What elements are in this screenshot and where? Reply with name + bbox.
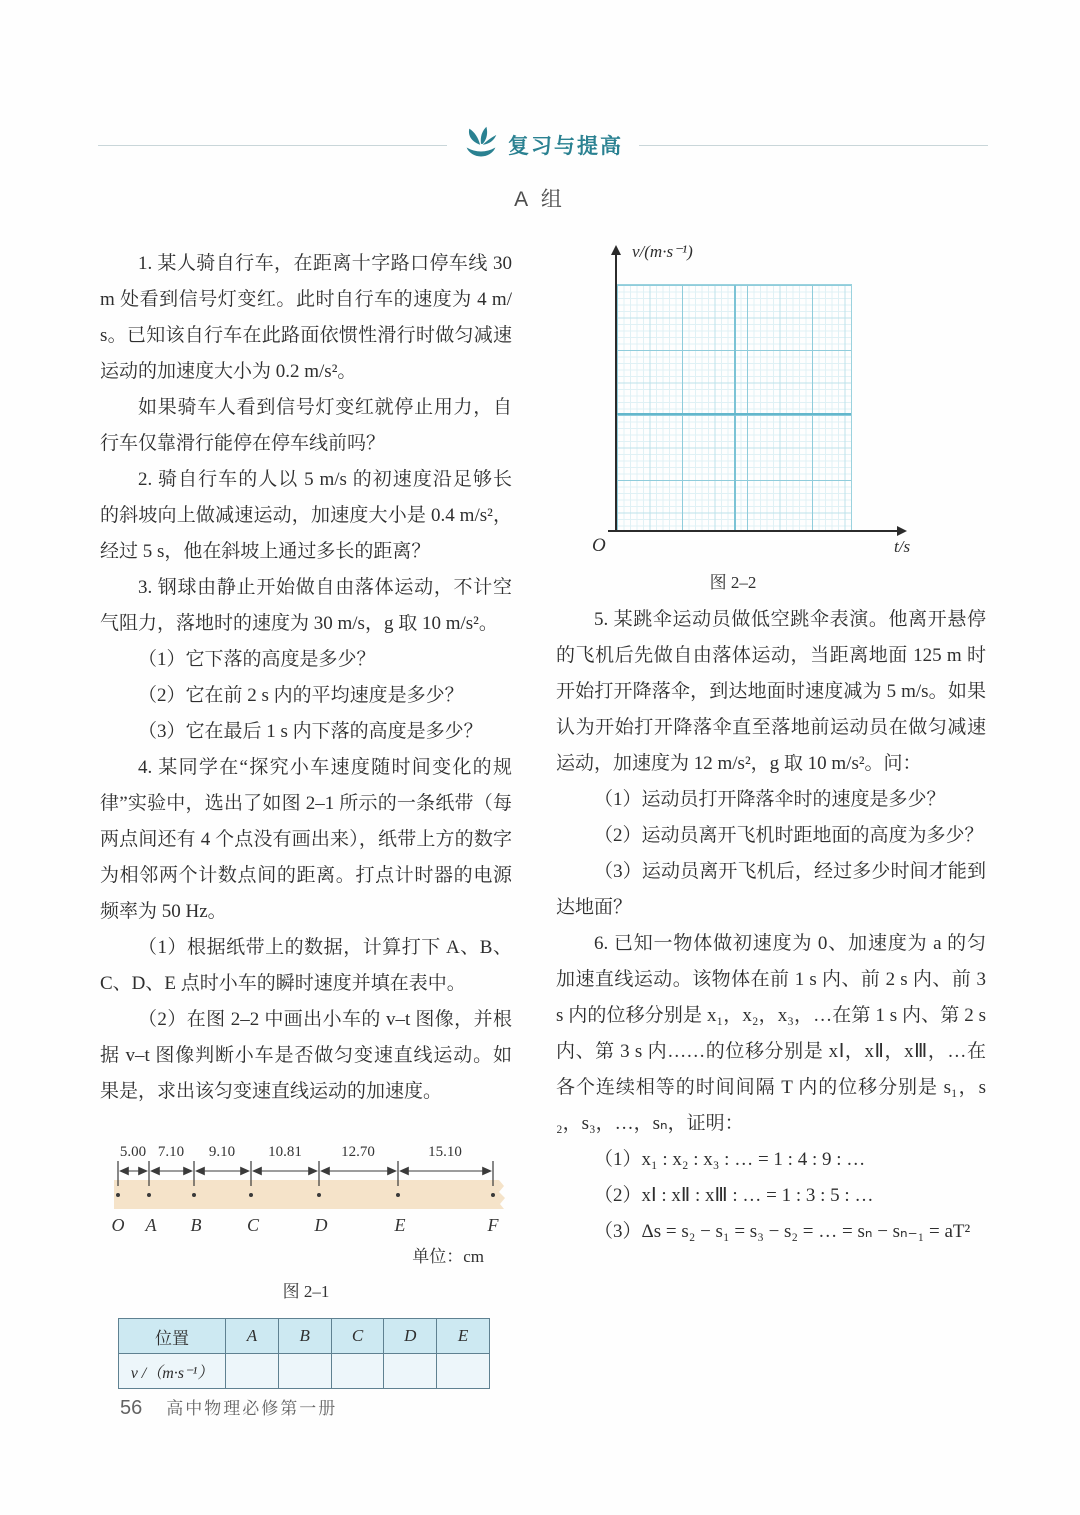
velocity-table: [118, 1318, 490, 1389]
tape-point-label: A: [145, 1215, 157, 1235]
paper-tape-drawing: [100, 1128, 512, 1240]
section-header: [98, 124, 988, 166]
tape-point-label: C: [246, 1215, 260, 1235]
velocity-cell-A: [226, 1354, 279, 1389]
tape-point-label: O: [111, 1215, 125, 1235]
section-brand: [447, 125, 639, 166]
origin-label: O: [592, 535, 606, 556]
problem-6-text: 6. 已知一物体做初速度为 0、加速度为 a 的匀加速直线运动。该物体在前 1 s 内、前 2 s 内、前 3 s 内的位移分别是 x₁，x₂，x₃，…在第 1 s 内、第 2 s 内、第 3 s 内……的位移分别是 xⅠ，xⅡ，xⅢ，…在各个连续相等的时间间隔 T 内的位移分别是 s₁，s₂，s₃，…，sₙ，证明：: [556, 933, 986, 1134]
tape-point-label: B: [190, 1215, 202, 1235]
problem-3-text: 3. 钢球由静止开始做自由落体运动，不计空气阻力，落地时的速度为 30 m/s，g 取 10 m/s²。: [100, 577, 512, 634]
tape-distance: 7.10: [157, 1144, 185, 1160]
tape-point-label: F: [487, 1215, 499, 1235]
problem-1-text: 1. 某人骑自行车，在距离十字路口停车线 30 m 处看到信号灯变红。此时自行车的速度为 4 m/s。已知该自行车在此路面依惯性滑行时做匀减速运动的加速度大小为 0.2 m/s²。: [100, 253, 512, 382]
grid-major-hline: [617, 413, 851, 415]
table-header-B: B: [278, 1319, 331, 1354]
problem-5-sub2: （2）运动员离开飞机时距地面的高度为多少？: [594, 825, 984, 846]
problem-2-text: 2. 骑自行车的人以 5 m/s 的初速度沿足够长的斜坡向上做减速运动，加速度大小是 0.4 m/s²，经过 5 s，他在斜坡上通过多长的距离？: [100, 469, 512, 562]
y-axis-arrow-icon: [611, 245, 621, 255]
x-axis-label: t/s: [894, 537, 911, 556]
table-header-A: A: [226, 1319, 279, 1354]
table-header-C: C: [331, 1319, 384, 1354]
problem-6-proof1: （1）x₁ : x₂ : x₃ : … = 1 : 4 : 9 : …: [594, 1149, 866, 1170]
table-header-position: 位置: [119, 1319, 226, 1354]
figure-2-2-caption: 图 2–2: [709, 573, 757, 592]
x-axis: [608, 530, 898, 532]
y-axis: [615, 254, 617, 531]
table-header-E: E: [437, 1319, 490, 1354]
tape-distance: 5.00: [119, 1144, 147, 1160]
problem-3-sub1: （1）它下落的高度是多少？: [138, 649, 376, 670]
problem-5-sub1: （1）运动员打开降落伞时的速度是多少？: [594, 789, 946, 810]
y-axis-label: v/(m·s⁻¹): [632, 242, 693, 261]
problem-6-proof3: （3）Δs = s₂ − s₁ = s₃ − s₂ = … = sₙ − sₙ₋₁ = aT²: [594, 1221, 971, 1242]
figure-2-1-paper-tape: [100, 1128, 512, 1302]
tape-distance: 15.10: [428, 1144, 462, 1160]
problem-5-sub3: （3）运动员离开飞机后，经过多少时间才能到达地面？: [556, 861, 986, 918]
velocity-cell-B: [278, 1354, 331, 1389]
book-title: 高中物理必修第一册: [166, 1399, 338, 1418]
lotus-logo-icon: [463, 125, 499, 166]
problem-4-text: 4. 某同学在“探究小车速度随时间变化的规律”实验中，选出了如图 2–1 所示的一条纸带（每两点间还有 4 个点没有画出来），纸带上方的数字为相邻两个计数点间的距离。打点计时器的电源频率为 50 Hz。: [100, 757, 512, 922]
group-title: A 组: [514, 188, 566, 211]
velocity-cell-E: [437, 1354, 490, 1389]
header-rule-left: [98, 145, 447, 146]
tape-distance: 10.81: [268, 1144, 302, 1160]
problem-4-sub1: （1）根据纸带上的数据，计算打下 A、B、C、D、E 点时小车的瞬时速度并填在表中。: [100, 937, 512, 994]
problem-6-proof2: （2）xⅠ : xⅡ : xⅢ : … = 1 : 3 : 5 : …: [594, 1185, 874, 1206]
tape-strip: [114, 1180, 505, 1209]
figure-2-2-vt-graph: [556, 238, 986, 596]
velocity-cell-D: [384, 1354, 437, 1389]
problem-5-text: 5. 某跳伞运动员做低空跳伞表演。他离开悬停的飞机后先做自由落体运动，当距离地面 125 m 时开始打开降落伞，到达地面时速度减为 5 m/s。如果认为开始打开降落伞直至落地前运动员在做匀减速运动，加速度为 12 m/s²，g 取 10 m/s²。问：: [556, 609, 986, 774]
problem-3-sub2: （2）它在前 2 s 内的平均速度是多少？: [138, 685, 464, 706]
left-column: [100, 246, 512, 1389]
table-velocity-row: [119, 1354, 490, 1389]
section-title: 复习与提高: [508, 135, 623, 158]
page-footer: [120, 1394, 337, 1420]
figure-2-1-caption: 图 2–1: [282, 1282, 330, 1301]
problem-4-sub2: （2）在图 2–2 中画出小车的 v–t 图像，并根据 v–t 图像判断小车是否做匀变速直线运动。如果是，求出该匀变速直线运动的加速度。: [100, 1009, 512, 1102]
header-rule-right: [639, 145, 988, 146]
grid-major-vline: [734, 285, 736, 531]
tape-distance: 12.70: [341, 1144, 375, 1160]
tape-point-label: D: [314, 1215, 328, 1235]
right-column: [556, 238, 986, 1250]
tape-point-label: E: [394, 1215, 406, 1235]
tape-unit-label: 单位：cm: [412, 1247, 484, 1266]
tape-distance: 9.10: [208, 1144, 236, 1160]
problem-1-question: 如果骑车人看到信号灯变红就停止用力，自行车仅靠滑行能停在停车线前吗？: [100, 397, 512, 454]
page-number: 56: [120, 1397, 143, 1419]
table-header-D: D: [384, 1319, 437, 1354]
x-axis-arrow-icon: [897, 526, 907, 536]
velocity-cell-C: [331, 1354, 384, 1389]
velocity-row-label: v /（m·s⁻¹）: [119, 1354, 226, 1389]
graph-paper-grid: [616, 284, 852, 532]
table-header-row: [119, 1319, 490, 1354]
problem-3-sub3: （3）它在最后 1 s 内下落的高度是多少？: [138, 721, 483, 742]
